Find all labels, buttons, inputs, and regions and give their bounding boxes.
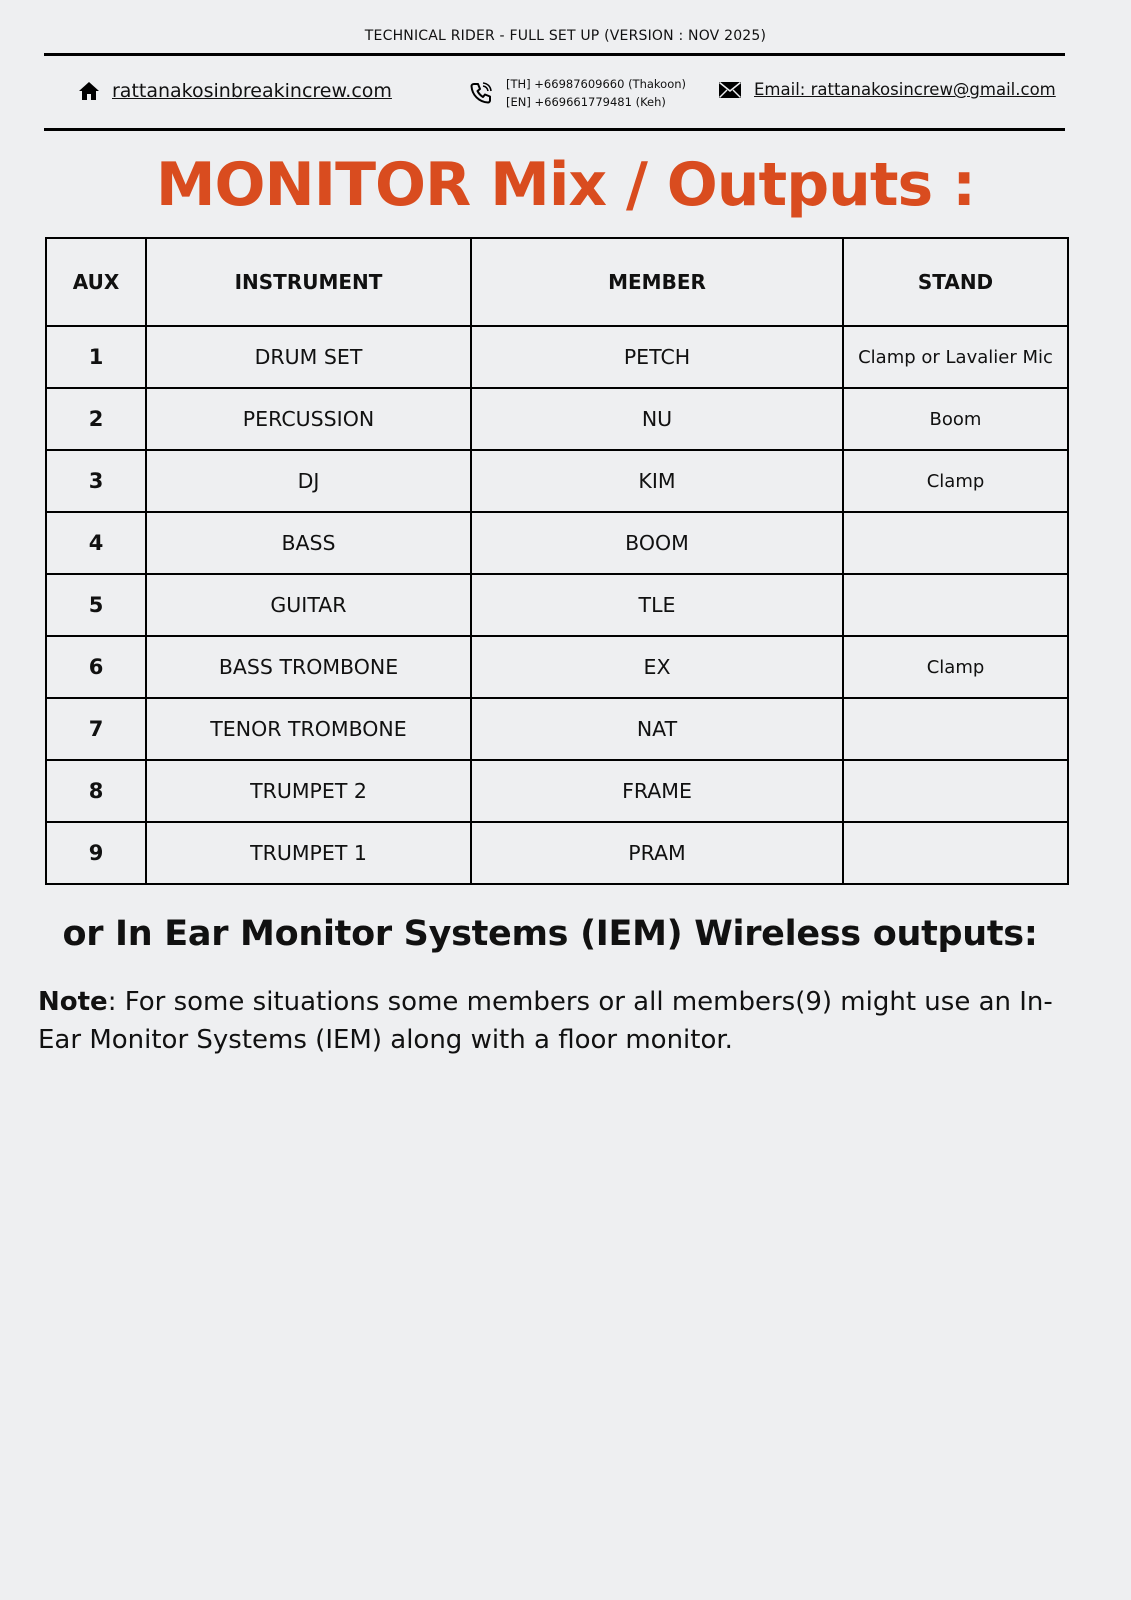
table-row bbox=[46, 450, 1068, 512]
header-rule-top bbox=[44, 53, 1065, 56]
member-cell: PRAM bbox=[471, 822, 843, 884]
aux-number: 7 bbox=[46, 698, 146, 760]
stand-cell: Boom bbox=[843, 388, 1068, 450]
stand-cell: Clamp bbox=[843, 450, 1068, 512]
monitor-mix-table bbox=[45, 237, 1069, 885]
aux-number: 4 bbox=[46, 512, 146, 574]
phone-icon bbox=[470, 82, 492, 104]
page-title: MONITOR Mix / Outputs : bbox=[155, 150, 976, 220]
instrument-cell: PERCUSSION bbox=[146, 388, 471, 450]
header-aux: AUX bbox=[46, 238, 146, 326]
stand-cell bbox=[843, 760, 1068, 822]
aux-number: 3 bbox=[46, 450, 146, 512]
table-row bbox=[46, 574, 1068, 636]
stand-cell: Clamp bbox=[843, 636, 1068, 698]
email-link[interactable]: Email: rattanakosincrew@gmail.com bbox=[754, 80, 1056, 99]
member-cell: NU bbox=[471, 388, 843, 450]
member-cell: PETCH bbox=[471, 326, 843, 388]
aux-number: 8 bbox=[46, 760, 146, 822]
instrument-cell: BASS bbox=[146, 512, 471, 574]
note-label: Note bbox=[38, 987, 108, 1017]
instrument-cell: TENOR TROMBONE bbox=[146, 698, 471, 760]
iem-subheading: or In Ear Monitor Systems (IEM) Wireless outputs: bbox=[62, 914, 1038, 954]
table-row bbox=[46, 512, 1068, 574]
aux-number: 5 bbox=[46, 574, 146, 636]
website-link[interactable]: rattanakosinbreakincrew.com bbox=[112, 80, 392, 102]
table-header-row bbox=[46, 238, 1068, 326]
instrument-cell: GUITAR bbox=[146, 574, 471, 636]
header-stand: STAND bbox=[843, 238, 1068, 326]
header-rule-bottom bbox=[44, 128, 1065, 131]
table-row bbox=[46, 326, 1068, 388]
stand-cell bbox=[843, 698, 1068, 760]
table-row bbox=[46, 388, 1068, 450]
envelope-icon bbox=[718, 81, 742, 99]
instrument-cell: TRUMPET 1 bbox=[146, 822, 471, 884]
member-cell: KIM bbox=[471, 450, 843, 512]
website-contact bbox=[78, 80, 392, 102]
member-cell: FRAME bbox=[471, 760, 843, 822]
stand-cell bbox=[843, 574, 1068, 636]
member-cell: BOOM bbox=[471, 512, 843, 574]
home-icon bbox=[78, 81, 100, 101]
header-instrument: INSTRUMENT bbox=[146, 238, 471, 326]
instrument-cell: TRUMPET 2 bbox=[146, 760, 471, 822]
phone-contact bbox=[470, 75, 686, 111]
instrument-cell: DJ bbox=[146, 450, 471, 512]
instrument-cell: BASS TROMBONE bbox=[146, 636, 471, 698]
member-cell: EX bbox=[471, 636, 843, 698]
table-row bbox=[46, 760, 1068, 822]
note-paragraph bbox=[38, 983, 1078, 1059]
member-cell: NAT bbox=[471, 698, 843, 760]
stand-cell bbox=[843, 512, 1068, 574]
aux-number: 6 bbox=[46, 636, 146, 698]
header-member: MEMBER bbox=[471, 238, 843, 326]
table-row bbox=[46, 636, 1068, 698]
phone-en[interactable]: [EN] +669661779481 (Keh) bbox=[506, 95, 666, 109]
aux-number: 9 bbox=[46, 822, 146, 884]
phone-th[interactable]: [TH] +66987609660 (Thakoon) bbox=[506, 77, 687, 91]
table-row bbox=[46, 822, 1068, 884]
instrument-cell: DRUM SET bbox=[146, 326, 471, 388]
document-header: TECHNICAL RIDER - FULL SET UP (VERSION : NOV 2025) bbox=[364, 28, 767, 44]
aux-number: 1 bbox=[46, 326, 146, 388]
stand-cell: Clamp or Lavalier Mic bbox=[843, 326, 1068, 388]
stand-cell bbox=[843, 822, 1068, 884]
note-text: : For some situations some members or all members(9) might use an In-Ear Monitor Systems (IEM) along with a floor monitor. bbox=[38, 987, 1053, 1055]
table-row bbox=[46, 698, 1068, 760]
aux-number: 2 bbox=[46, 388, 146, 450]
member-cell: TLE bbox=[471, 574, 843, 636]
phone-numbers bbox=[506, 75, 686, 111]
email-contact bbox=[718, 80, 1056, 99]
